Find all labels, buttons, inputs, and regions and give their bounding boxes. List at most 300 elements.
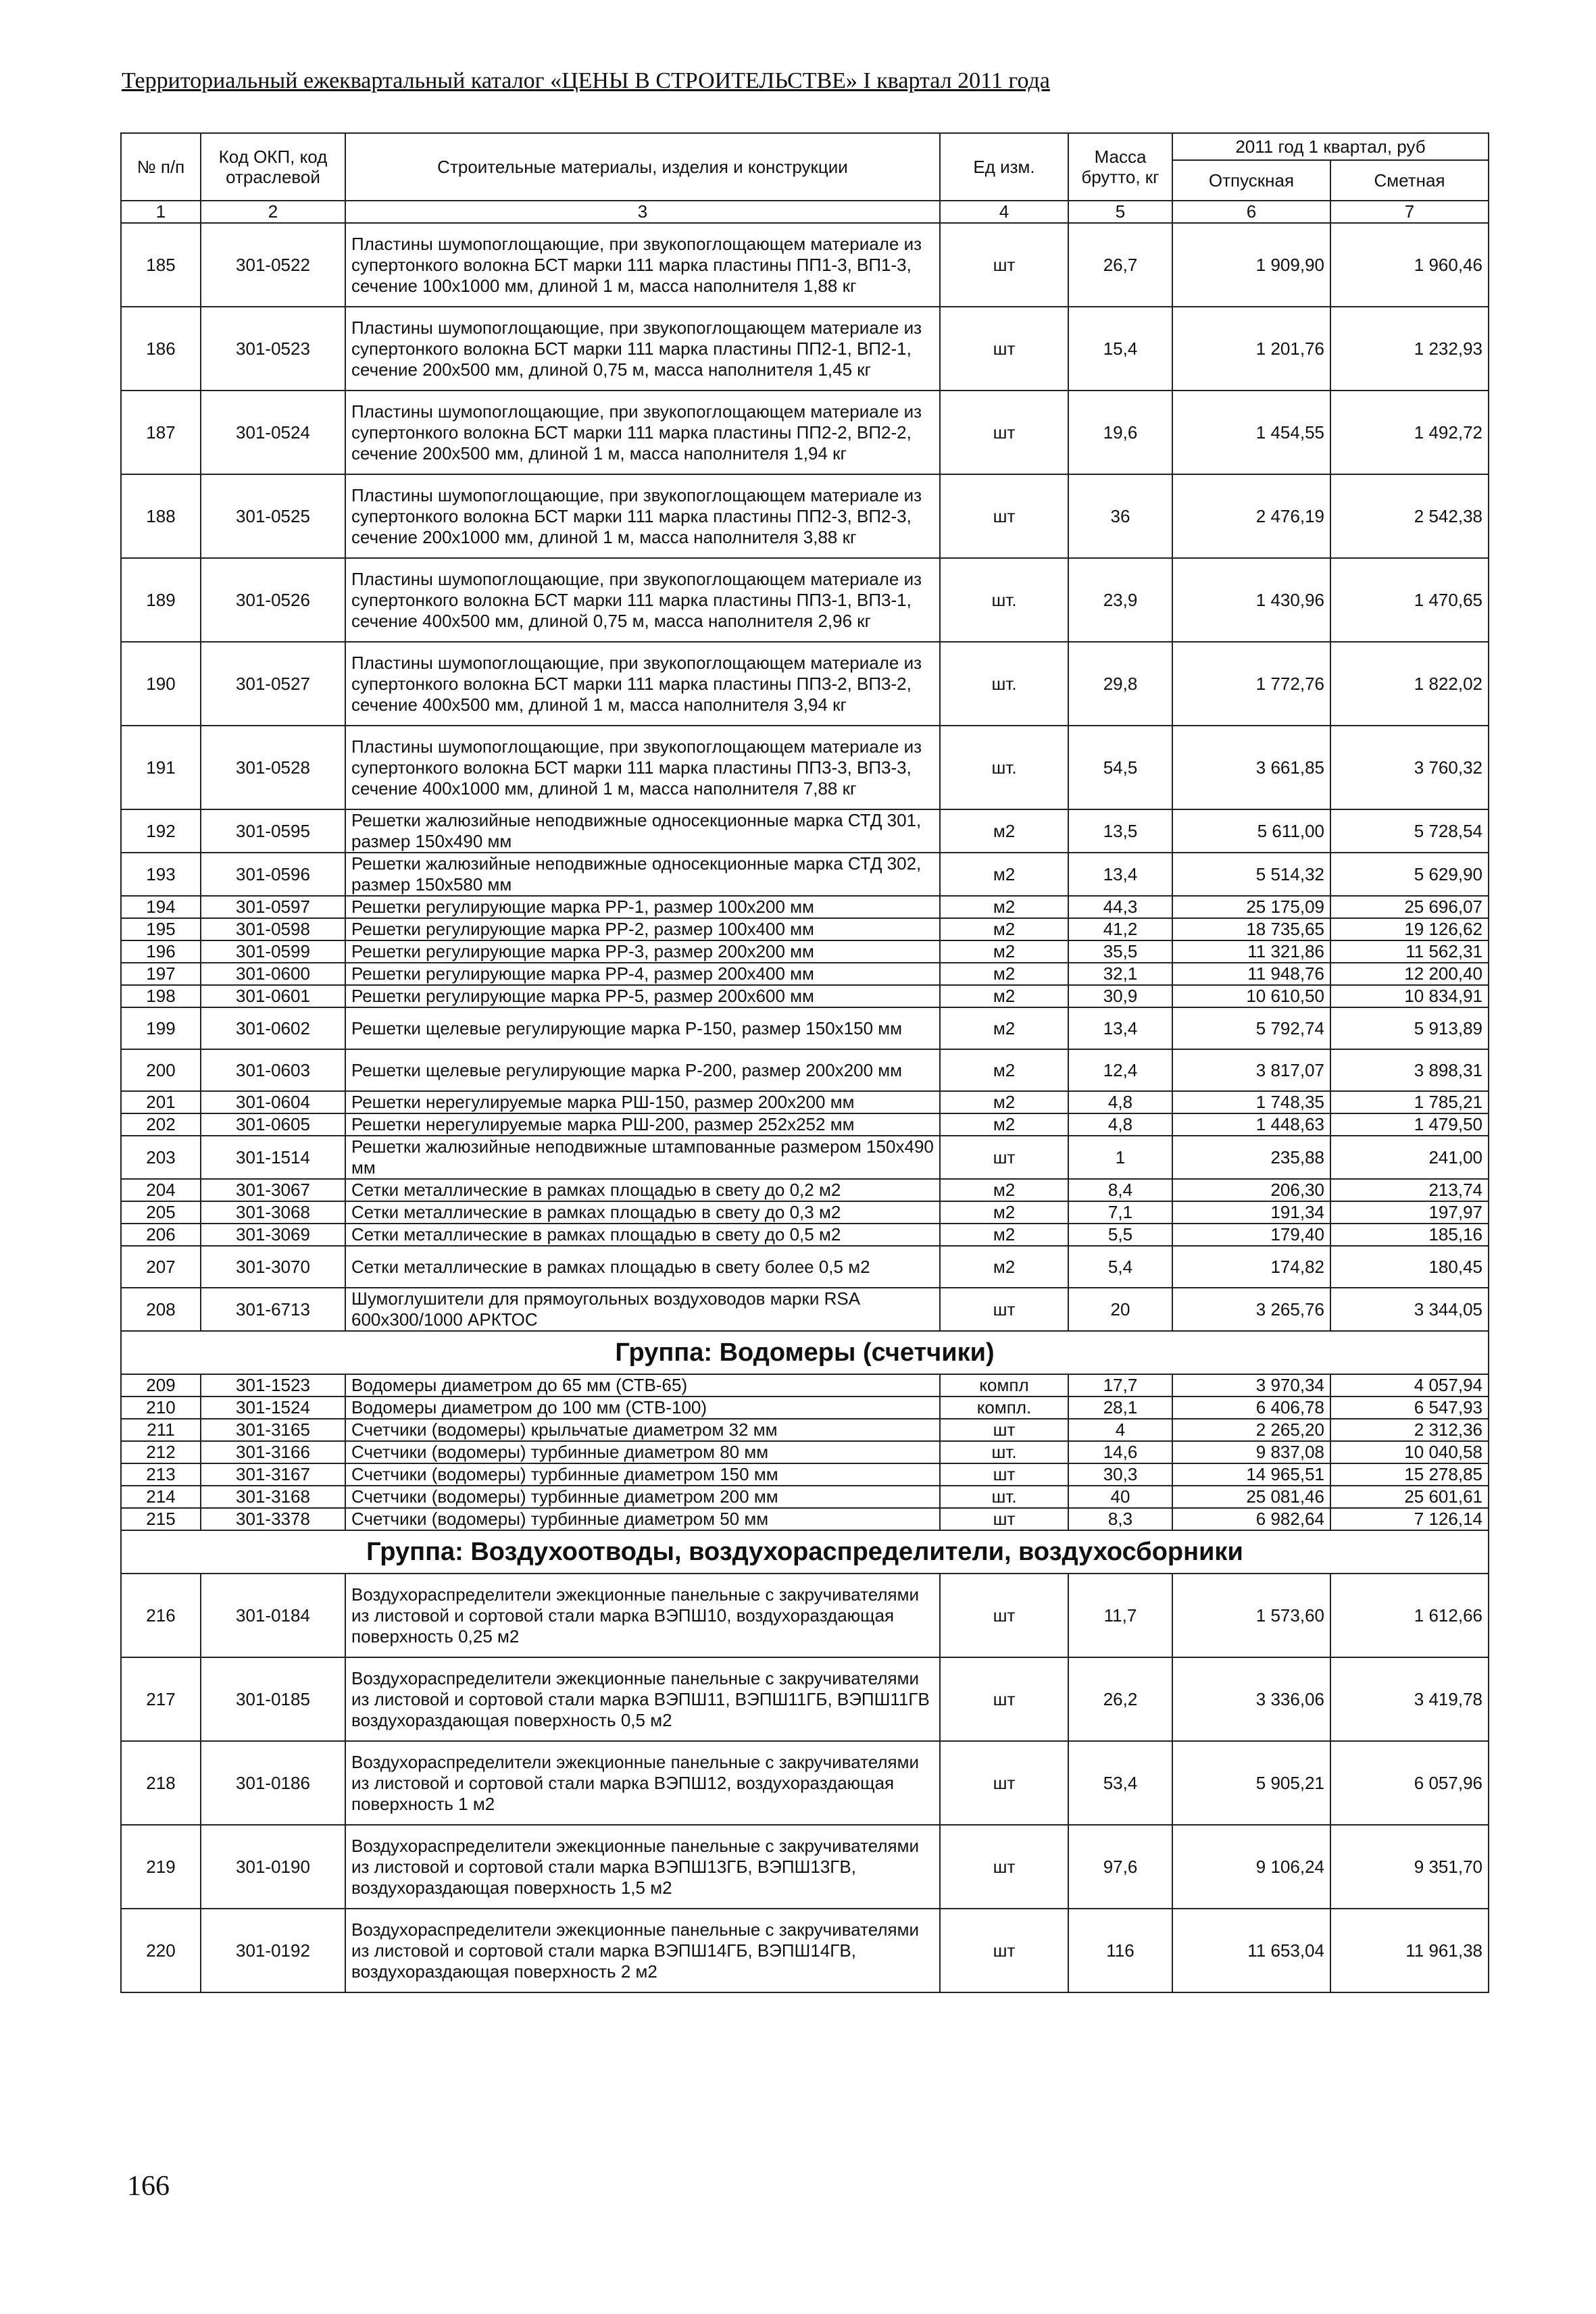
item-code: 301-0599 [201, 940, 345, 963]
item-unit: м2 [940, 1246, 1068, 1288]
item-code: 301-6713 [201, 1288, 345, 1331]
item-release-price: 235,88 [1172, 1136, 1330, 1179]
item-mass: 53,4 [1068, 1741, 1172, 1825]
item-unit: м2 [940, 985, 1068, 1007]
item-estimate-price: 1 612,66 [1330, 1574, 1489, 1657]
item-mass: 19,6 [1068, 391, 1172, 474]
item-estimate-price: 6 547,93 [1330, 1397, 1489, 1419]
item-release-price: 191,34 [1172, 1201, 1330, 1224]
item-mass: 13,4 [1068, 853, 1172, 896]
item-mass: 20 [1068, 1288, 1172, 1331]
item-mass: 40 [1068, 1486, 1172, 1508]
table-header [121, 133, 1489, 223]
table-row [121, 1374, 1489, 1397]
item-name: Счетчики (водомеры) турбинные диаметром 50 мм [345, 1508, 940, 1530]
item-unit: шт. [940, 1441, 1068, 1463]
item-code: 301-0522 [201, 223, 345, 307]
item-name: Решетки щелевые регулирующие марка Р-150, размер 150х150 мм [345, 1007, 940, 1049]
item-unit: м2 [940, 809, 1068, 853]
item-unit: шт [940, 1136, 1068, 1179]
table-row [121, 1508, 1489, 1530]
item-unit: м2 [940, 940, 1068, 963]
row-number: 196 [121, 940, 201, 963]
table-row [121, 963, 1489, 985]
item-unit: м2 [940, 1007, 1068, 1049]
table-row [121, 1049, 1489, 1091]
item-release-price: 5 514,32 [1172, 853, 1330, 896]
item-mass: 5,5 [1068, 1224, 1172, 1246]
rows-section-b [121, 1374, 1489, 1530]
table-row [121, 1825, 1489, 1909]
item-unit: шт [940, 1288, 1068, 1331]
item-name: Сетки металлические в рамках площадью в свету более 0,5 м2 [345, 1246, 940, 1288]
item-name: Воздухораспределители эжекционные панельные с закручивателями из листовой и сортовой стали марка ВЭПШ12, воздухораздающая поверхность 1 м2 [345, 1741, 940, 1825]
item-release-price: 1 201,76 [1172, 307, 1330, 391]
item-mass: 17,7 [1068, 1374, 1172, 1397]
row-number: 197 [121, 963, 201, 985]
item-code: 301-0596 [201, 853, 345, 896]
item-release-price: 6 406,78 [1172, 1397, 1330, 1419]
row-number: 212 [121, 1441, 201, 1463]
item-release-price: 9 106,24 [1172, 1825, 1330, 1909]
item-name: Водомеры диаметром до 65 мм (СТВ-65) [345, 1374, 940, 1397]
item-name: Счетчики (водомеры) турбинные диаметром 150 мм [345, 1463, 940, 1486]
item-unit: шт [940, 1741, 1068, 1825]
item-name: Счетчики (водомеры) крыльчатые диаметром 32 мм [345, 1419, 940, 1441]
item-code: 301-0597 [201, 896, 345, 918]
table-row [121, 853, 1489, 896]
row-number: 214 [121, 1486, 201, 1508]
row-number: 189 [121, 558, 201, 642]
item-unit: м2 [940, 963, 1068, 985]
item-name: Водомеры диаметром до 100 мм (СТВ-100) [345, 1397, 940, 1419]
row-number: 208 [121, 1288, 201, 1331]
table-row [121, 307, 1489, 391]
item-release-price: 1 430,96 [1172, 558, 1330, 642]
item-name: Пластины шумопоглощающие, при звукопоглощающем материале из супертонкого волокна БСТ марки 111 марка пластины ПП3-1, ВП3-1, сечение 400х500 мм, длиной 0,75 м, масса наполнителя 2,96 кг [345, 558, 940, 642]
item-name: Решетки жалюзийные неподвижные односекционные марка СТД 301, размер 150х490 мм [345, 809, 940, 853]
item-release-price: 5 792,74 [1172, 1007, 1330, 1049]
item-release-price: 5 611,00 [1172, 809, 1330, 853]
item-estimate-price: 185,16 [1330, 1224, 1489, 1246]
item-name: Решетки нерегулируемые марка РШ-200, размер 252х252 мм [345, 1113, 940, 1136]
col-header-release: Отпускная [1172, 160, 1330, 201]
item-code: 301-0526 [201, 558, 345, 642]
item-mass: 4 [1068, 1419, 1172, 1441]
row-number: 191 [121, 726, 201, 809]
item-code: 301-3168 [201, 1486, 345, 1508]
item-mass: 26,7 [1068, 223, 1172, 307]
item-name: Решетки жалюзийные неподвижные односекционные марка СТД 302, размер 150х580 мм [345, 853, 940, 896]
row-number: 195 [121, 918, 201, 940]
group-heading: Группа: Водомеры (счетчики) [121, 1331, 1489, 1374]
item-estimate-price: 9 351,70 [1330, 1825, 1489, 1909]
table-row [121, 1741, 1489, 1825]
item-estimate-price: 25 696,07 [1330, 896, 1489, 918]
row-number: 217 [121, 1657, 201, 1741]
item-release-price: 3 970,34 [1172, 1374, 1330, 1397]
item-estimate-price: 1 492,72 [1330, 391, 1489, 474]
item-estimate-price: 1 479,50 [1330, 1113, 1489, 1136]
table-row [121, 223, 1489, 307]
item-unit: м2 [940, 1049, 1068, 1091]
col-header-name: Строительные материалы, изделия и конструкции [345, 133, 940, 201]
item-name: Воздухораспределители эжекционные панельные с закручивателями из листовой и сортовой стали марка ВЭПШ14ГБ, ВЭПШ14ГВ, воздухораздающая поверхность 2 м2 [345, 1909, 940, 1992]
item-unit: компл. [940, 1397, 1068, 1419]
item-mass: 30,9 [1068, 985, 1172, 1007]
group-row-b [121, 1331, 1489, 1374]
table-row [121, 1091, 1489, 1113]
row-number: 185 [121, 223, 201, 307]
item-unit: компл [940, 1374, 1068, 1397]
table-row [121, 1179, 1489, 1201]
table-row [121, 558, 1489, 642]
item-unit: м2 [940, 1091, 1068, 1113]
item-name: Воздухораспределители эжекционные панельные с закручивателями из листовой и сортовой стали марка ВЭПШ11, ВЭПШ11ГБ, ВЭПШ11ГВ воздухораздающая поверхность 0,5 м2 [345, 1657, 940, 1741]
item-mass: 4,8 [1068, 1091, 1172, 1113]
item-code: 301-3067 [201, 1179, 345, 1201]
row-number: 210 [121, 1397, 201, 1419]
item-estimate-price: 1 960,46 [1330, 223, 1489, 307]
item-code: 301-0192 [201, 1909, 345, 1992]
row-number: 203 [121, 1136, 201, 1179]
item-name: Воздухораспределители эжекционные панельные с закручивателями из листовой и сортовой стали марка ВЭПШ13ГБ, ВЭПШ13ГВ, воздухораздающая поверхность 1,5 м2 [345, 1825, 940, 1909]
item-unit: шт [940, 1657, 1068, 1741]
table-row [121, 1288, 1489, 1331]
row-number: 186 [121, 307, 201, 391]
row-number: 194 [121, 896, 201, 918]
item-mass: 32,1 [1068, 963, 1172, 985]
row-number: 216 [121, 1574, 201, 1657]
item-code: 301-1514 [201, 1136, 345, 1179]
item-mass: 14,6 [1068, 1441, 1172, 1463]
row-number: 193 [121, 853, 201, 896]
item-estimate-price: 15 278,85 [1330, 1463, 1489, 1486]
group-heading: Группа: Воздухоотводы, воздухораспределители, воздухосборники [121, 1530, 1489, 1574]
item-code: 301-0184 [201, 1574, 345, 1657]
item-mass: 11,7 [1068, 1574, 1172, 1657]
row-number: 209 [121, 1374, 201, 1397]
table-row [121, 474, 1489, 558]
group-row-c [121, 1530, 1489, 1574]
item-unit: шт [940, 474, 1068, 558]
row-number: 199 [121, 1007, 201, 1049]
item-estimate-price: 3 760,32 [1330, 726, 1489, 809]
item-unit: м2 [940, 1201, 1068, 1224]
item-name: Решетки регулирующие марка РР-1, размер 100х200 мм [345, 896, 940, 918]
item-code: 301-3165 [201, 1419, 345, 1441]
item-code: 301-0605 [201, 1113, 345, 1136]
item-estimate-price: 180,45 [1330, 1246, 1489, 1288]
table-row [121, 391, 1489, 474]
row-number: 192 [121, 809, 201, 853]
row-number: 219 [121, 1825, 201, 1909]
item-mass: 36 [1068, 474, 1172, 558]
catalog-header: Территориальный ежеквартальный каталог «ЦЕНЫ В СТРОИТЕЛЬСТВЕ» I квартал 2011 года [122, 68, 1050, 93]
row-number: 207 [121, 1246, 201, 1288]
item-estimate-price: 2 312,36 [1330, 1419, 1489, 1441]
item-name: Воздухораспределители эжекционные панельные с закручивателями из листовой и сортовой стали марка ВЭПШ10, воздухораздающая поверхность 0,25 м2 [345, 1574, 940, 1657]
item-name: Пластины шумопоглощающие, при звукопоглощающем материале из супертонкого волокна БСТ марки 111 марка пластины ПП2-1, ВП2-1, сечение 200х500 мм, длиной 0,75 м, масса наполнителя 1,45 кг [345, 307, 940, 391]
item-code: 301-0598 [201, 918, 345, 940]
item-estimate-price: 213,74 [1330, 1179, 1489, 1201]
item-code: 301-0603 [201, 1049, 345, 1091]
item-release-price: 14 965,51 [1172, 1463, 1330, 1486]
column-number: 2 [201, 201, 345, 223]
item-code: 301-0601 [201, 985, 345, 1007]
row-number: 204 [121, 1179, 201, 1201]
item-unit: шт [940, 307, 1068, 391]
col-header-unit: Ед изм. [940, 133, 1068, 201]
item-mass: 12,4 [1068, 1049, 1172, 1091]
item-mass: 8,4 [1068, 1179, 1172, 1201]
item-unit: м2 [940, 1224, 1068, 1246]
item-mass: 15,4 [1068, 307, 1172, 391]
table-row [121, 642, 1489, 726]
table-row [121, 1463, 1489, 1486]
item-name: Пластины шумопоглощающие, при звукопоглощающем материале из супертонкого волокна БСТ марки 111 марка пластины ПП2-2, ВП2-2, сечение 200х500 мм, длиной 1 м, масса наполнителя 1,94 кг [345, 391, 940, 474]
item-name: Решетки регулирующие марка РР-2, размер 100х400 мм [345, 918, 940, 940]
item-unit: шт [940, 1508, 1068, 1530]
col-header-code: Код ОКП, код отраслевой [201, 133, 345, 201]
item-release-price: 1 909,90 [1172, 223, 1330, 307]
row-number: 205 [121, 1201, 201, 1224]
item-estimate-price: 4 057,94 [1330, 1374, 1489, 1397]
item-release-price: 1 454,55 [1172, 391, 1330, 474]
item-unit: шт [940, 1909, 1068, 1992]
item-estimate-price: 6 057,96 [1330, 1741, 1489, 1825]
item-estimate-price: 19 126,62 [1330, 918, 1489, 940]
item-estimate-price: 2 542,38 [1330, 474, 1489, 558]
row-number: 215 [121, 1508, 201, 1530]
item-unit: м2 [940, 853, 1068, 896]
item-code: 301-0527 [201, 642, 345, 726]
table-row [121, 1657, 1489, 1741]
page-number: 166 [127, 2171, 170, 2202]
item-name: Счетчики (водомеры) турбинные диаметром 200 мм [345, 1486, 940, 1508]
row-number: 220 [121, 1909, 201, 1992]
row-number: 218 [121, 1741, 201, 1825]
item-estimate-price: 241,00 [1330, 1136, 1489, 1179]
item-name: Шумоглушители для прямоугольных воздуховодов марки RSA 600х300/1000 АРКТОС [345, 1288, 940, 1331]
item-code: 301-0523 [201, 307, 345, 391]
item-code: 301-3167 [201, 1463, 345, 1486]
table-row [121, 1574, 1489, 1657]
table-row [121, 1007, 1489, 1049]
table-row [121, 1201, 1489, 1224]
item-release-price: 3 265,76 [1172, 1288, 1330, 1331]
item-mass: 1 [1068, 1136, 1172, 1179]
item-estimate-price: 3 898,31 [1330, 1049, 1489, 1091]
item-code: 301-3378 [201, 1508, 345, 1530]
item-release-price: 179,40 [1172, 1224, 1330, 1246]
item-name: Сетки металлические в рамках площадью в свету до 0,5 м2 [345, 1224, 940, 1246]
item-unit: шт [940, 1463, 1068, 1486]
item-mass: 97,6 [1068, 1825, 1172, 1909]
table-row [121, 1441, 1489, 1463]
item-estimate-price: 1 822,02 [1330, 642, 1489, 726]
item-release-price: 1 772,76 [1172, 642, 1330, 726]
item-estimate-price: 1 785,21 [1330, 1091, 1489, 1113]
table-row [121, 896, 1489, 918]
item-code: 301-3068 [201, 1201, 345, 1224]
item-release-price: 206,30 [1172, 1179, 1330, 1201]
table-row [121, 726, 1489, 809]
item-code: 301-0600 [201, 963, 345, 985]
item-name: Решетки нерегулируемые марка РШ-150, размер 200х200 мм [345, 1091, 940, 1113]
item-code: 301-0185 [201, 1657, 345, 1741]
row-number: 206 [121, 1224, 201, 1246]
item-release-price: 11 948,76 [1172, 963, 1330, 985]
table-row [121, 1397, 1489, 1419]
item-release-price: 3 661,85 [1172, 726, 1330, 809]
item-release-price: 3 336,06 [1172, 1657, 1330, 1741]
item-mass: 54,5 [1068, 726, 1172, 809]
item-code: 301-0186 [201, 1741, 345, 1825]
item-name: Решетки жалюзийные неподвижные штампованные размером 150х490 мм [345, 1136, 940, 1179]
item-name: Сетки металлические в рамках площадью в свету до 0,3 м2 [345, 1201, 940, 1224]
row-number: 201 [121, 1091, 201, 1113]
item-code: 301-0190 [201, 1825, 345, 1909]
table-row [121, 985, 1489, 1007]
col-header-mass: Масса брутто, кг [1068, 133, 1172, 201]
item-code: 301-3069 [201, 1224, 345, 1246]
item-estimate-price: 3 419,78 [1330, 1657, 1489, 1741]
item-code: 301-0595 [201, 809, 345, 853]
item-unit: шт [940, 1419, 1068, 1441]
item-code: 301-0528 [201, 726, 345, 809]
item-mass: 29,8 [1068, 642, 1172, 726]
item-release-price: 25 081,46 [1172, 1486, 1330, 1508]
column-number: 3 [345, 201, 940, 223]
row-number: 202 [121, 1113, 201, 1136]
col-header-estimate: Сметная [1330, 160, 1489, 201]
item-name: Пластины шумопоглощающие, при звукопоглощающем материале из супертонкого волокна БСТ марки 111 марка пластины ПП2-3, ВП2-3, сечение 200х1000 мм, длиной 1 м, масса наполнителя 3,88 кг [345, 474, 940, 558]
item-unit: шт [940, 391, 1068, 474]
table-row [121, 1224, 1489, 1246]
item-mass: 35,5 [1068, 940, 1172, 963]
table-row [121, 1113, 1489, 1136]
price-table [120, 132, 1489, 1993]
table-row [121, 1419, 1489, 1441]
item-name: Сетки металлические в рамках площадью в свету до 0,2 м2 [345, 1179, 940, 1201]
item-mass: 5,4 [1068, 1246, 1172, 1288]
item-code: 301-0602 [201, 1007, 345, 1049]
item-unit: шт. [940, 642, 1068, 726]
rows-section-c [121, 1574, 1489, 1992]
item-unit: м2 [940, 896, 1068, 918]
item-release-price: 25 175,09 [1172, 896, 1330, 918]
item-release-price: 174,82 [1172, 1246, 1330, 1288]
item-estimate-price: 12 200,40 [1330, 963, 1489, 985]
item-code: 301-3070 [201, 1246, 345, 1288]
item-unit: шт. [940, 558, 1068, 642]
item-unit: шт [940, 1574, 1068, 1657]
item-mass: 44,3 [1068, 896, 1172, 918]
table-row [121, 940, 1489, 963]
item-code: 301-0604 [201, 1091, 345, 1113]
table-row [121, 1246, 1489, 1288]
item-estimate-price: 7 126,14 [1330, 1508, 1489, 1530]
item-unit: шт. [940, 726, 1068, 809]
column-number-row [121, 201, 1489, 223]
item-release-price: 11 653,04 [1172, 1909, 1330, 1992]
item-release-price: 10 610,50 [1172, 985, 1330, 1007]
row-number: 213 [121, 1463, 201, 1486]
column-number: 5 [1068, 201, 1172, 223]
item-name: Решетки регулирующие марка РР-4, размер 200х400 мм [345, 963, 940, 985]
item-code: 301-3166 [201, 1441, 345, 1463]
col-header-period: 2011 год 1 квартал, руб [1172, 133, 1489, 160]
item-release-price: 6 982,64 [1172, 1508, 1330, 1530]
item-code: 301-1523 [201, 1374, 345, 1397]
item-release-price: 1 573,60 [1172, 1574, 1330, 1657]
column-number: 1 [121, 201, 201, 223]
item-name: Решетки регулирующие марка РР-3, размер 200х200 мм [345, 940, 940, 963]
row-number: 211 [121, 1419, 201, 1441]
item-release-price: 3 817,07 [1172, 1049, 1330, 1091]
rows-section-a [121, 223, 1489, 1331]
item-unit: м2 [940, 1113, 1068, 1136]
item-name: Пластины шумопоглощающие, при звукопоглощающем материале из супертонкого волокна БСТ марки 111 марка пластины ПП3-2, ВП3-2, сечение 400х500 мм, длиной 1 м, масса наполнителя 3,94 кг [345, 642, 940, 726]
item-mass: 28,1 [1068, 1397, 1172, 1419]
item-estimate-price: 5 728,54 [1330, 809, 1489, 853]
item-release-price: 11 321,86 [1172, 940, 1330, 963]
row-number: 188 [121, 474, 201, 558]
item-estimate-price: 5 629,90 [1330, 853, 1489, 896]
column-number: 4 [940, 201, 1068, 223]
item-unit: шт [940, 1825, 1068, 1909]
item-code: 301-0525 [201, 474, 345, 558]
table-row [121, 918, 1489, 940]
item-mass: 26,2 [1068, 1657, 1172, 1741]
item-release-price: 2 265,20 [1172, 1419, 1330, 1441]
item-unit: м2 [940, 918, 1068, 940]
item-estimate-price: 25 601,61 [1330, 1486, 1489, 1508]
item-mass: 23,9 [1068, 558, 1172, 642]
item-mass: 30,3 [1068, 1463, 1172, 1486]
row-number: 187 [121, 391, 201, 474]
item-code: 301-1524 [201, 1397, 345, 1419]
row-number: 198 [121, 985, 201, 1007]
item-name: Решетки регулирующие марка РР-5, размер 200х600 мм [345, 985, 940, 1007]
item-estimate-price: 197,97 [1330, 1201, 1489, 1224]
item-estimate-price: 3 344,05 [1330, 1288, 1489, 1331]
item-mass: 7,1 [1068, 1201, 1172, 1224]
item-estimate-price: 10 040,58 [1330, 1441, 1489, 1463]
item-estimate-price: 10 834,91 [1330, 985, 1489, 1007]
item-release-price: 2 476,19 [1172, 474, 1330, 558]
item-mass: 13,5 [1068, 809, 1172, 853]
row-number: 190 [121, 642, 201, 726]
item-estimate-price: 1 232,93 [1330, 307, 1489, 391]
item-name: Решетки щелевые регулирующие марка Р-200, размер 200х200 мм [345, 1049, 940, 1091]
col-header-no: № п/п [121, 133, 201, 201]
item-release-price: 5 905,21 [1172, 1741, 1330, 1825]
row-number: 200 [121, 1049, 201, 1091]
item-release-price: 1 448,63 [1172, 1113, 1330, 1136]
item-estimate-price: 11 961,38 [1330, 1909, 1489, 1992]
table-row [121, 1486, 1489, 1508]
item-unit: шт. [940, 1486, 1068, 1508]
item-estimate-price: 1 470,65 [1330, 558, 1489, 642]
item-mass: 116 [1068, 1909, 1172, 1992]
table-row [121, 809, 1489, 853]
table-row [121, 1136, 1489, 1179]
item-mass: 41,2 [1068, 918, 1172, 940]
item-estimate-price: 11 562,31 [1330, 940, 1489, 963]
table-row [121, 1909, 1489, 1992]
